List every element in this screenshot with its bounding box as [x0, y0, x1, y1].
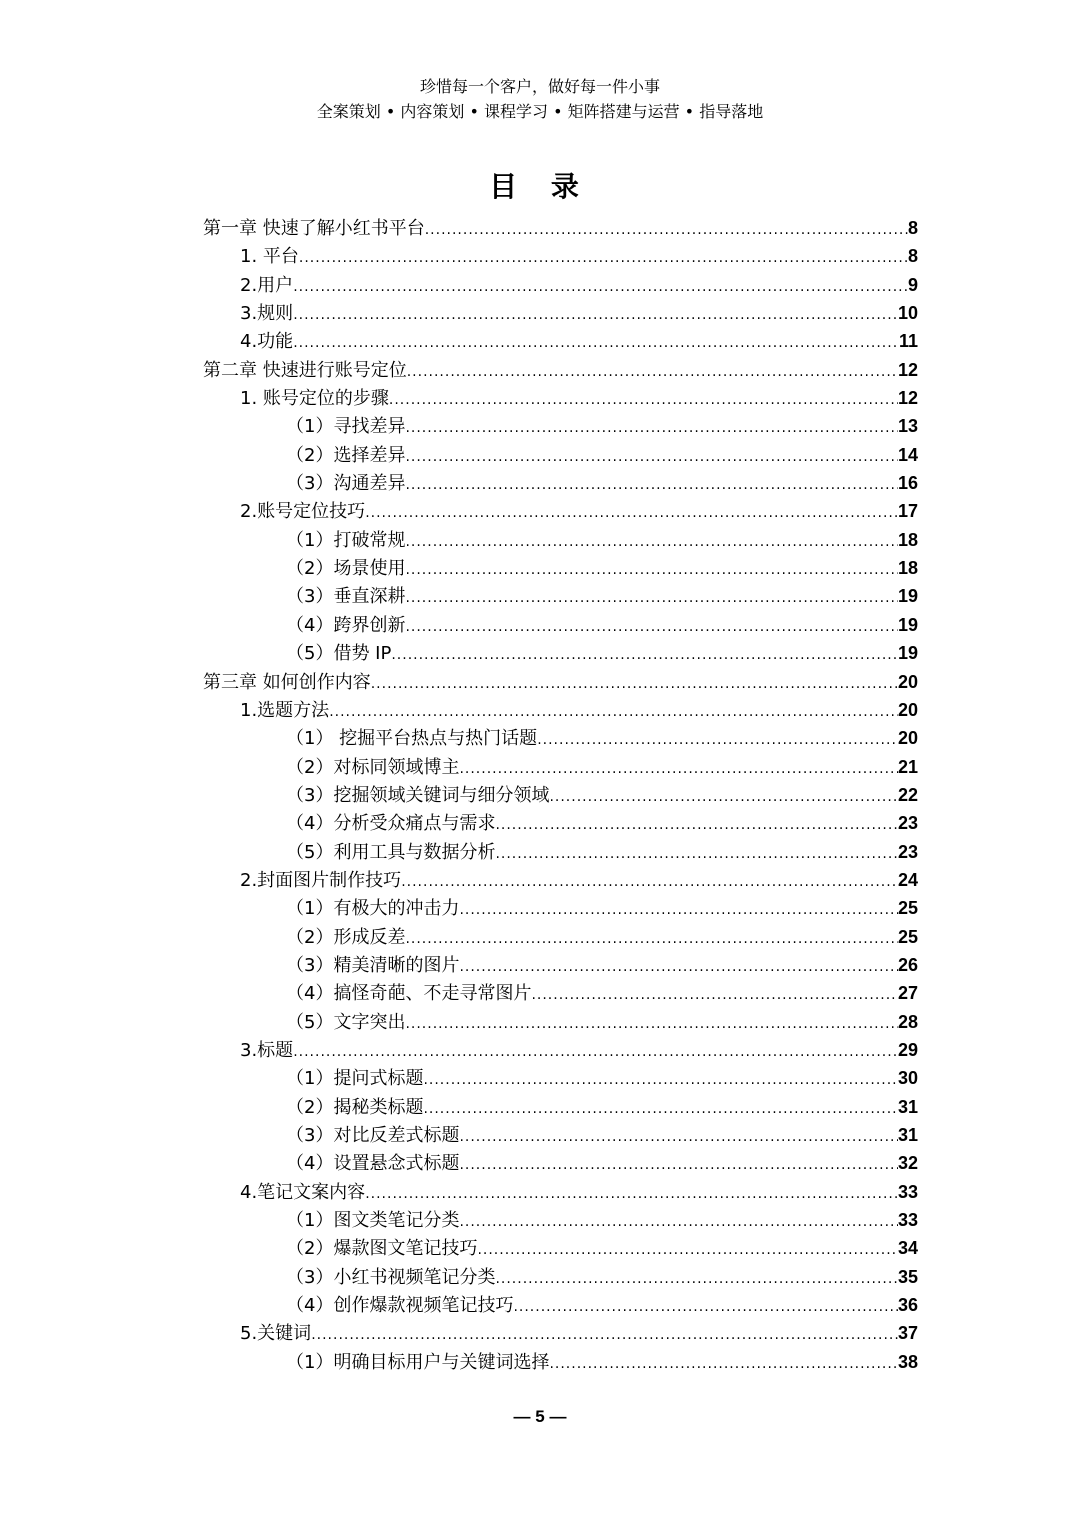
- toc-dot-leader: [495, 1265, 898, 1293]
- toc-dot-leader: [513, 1293, 898, 1321]
- toc-entry-page: 31: [897, 1096, 918, 1117]
- toc-entry-label: （3）精美清晰的图片: [286, 954, 460, 976]
- toc-dot-leader: [401, 868, 898, 896]
- toc-entry-page: 24: [897, 869, 918, 890]
- toc-entry-label: 第三章 如何创作内容: [203, 671, 371, 693]
- toc-entry-label: （3）小红书视频笔记分类: [286, 1266, 496, 1288]
- toc-entry-page: 34: [897, 1238, 918, 1259]
- toc-entry[interactable]: [203, 894, 918, 922]
- toc-entry-label: （4）分析受众痛点与需求: [286, 813, 496, 835]
- toc-entry-page: 28: [897, 1011, 918, 1032]
- toc-entry-page: 37: [897, 1323, 918, 1344]
- toc-entry-page: 30: [897, 1068, 918, 1089]
- toc-entry-page: 35: [897, 1266, 918, 1287]
- toc-entry[interactable]: [203, 327, 918, 355]
- toc-entry[interactable]: [203, 299, 918, 327]
- toc-entry-page: 8: [907, 218, 918, 238]
- toc-entry-label: （5）文字突出: [286, 1011, 406, 1033]
- toc-dot-leader: [371, 670, 898, 698]
- toc-entry-page: 19: [897, 614, 918, 635]
- toc-entry[interactable]: [203, 696, 918, 724]
- toc-dot-leader: [365, 1180, 898, 1208]
- toc-entry-page: 18: [897, 529, 918, 550]
- toc-entry[interactable]: [203, 1093, 918, 1121]
- toc-entry[interactable]: [203, 923, 918, 951]
- toc-entry-page: 23: [897, 813, 918, 834]
- toc-entry-label: （1）寻找差异: [286, 416, 406, 438]
- toc-dot-leader: [477, 1236, 898, 1264]
- toc-entry[interactable]: [203, 441, 918, 469]
- toc-entry[interactable]: [203, 214, 918, 242]
- toc-entry[interactable]: [203, 753, 918, 781]
- toc-entry-label: 2.封面图片制作技巧: [240, 869, 402, 891]
- toc-entry[interactable]: [203, 1319, 918, 1347]
- toc-dot-leader: [549, 1350, 898, 1378]
- toc-entry-label: 3.标题: [240, 1039, 294, 1061]
- toc-dot-leader: [423, 1095, 898, 1123]
- table-of-contents: [203, 214, 918, 1376]
- toc-dot-leader: [389, 386, 898, 414]
- toc-dot-leader: [459, 896, 898, 924]
- toc-entry-page: 23: [897, 841, 918, 862]
- header-services: 全案策划 • 内容策划 • 课程学习 • 矩阵搭建与运营 • 指导落地: [316, 102, 764, 121]
- toc-entry[interactable]: [203, 1206, 918, 1234]
- toc-dot-leader: [405, 414, 898, 442]
- toc-entry-label: （2）形成反差: [286, 926, 406, 948]
- toc-entry-page: 20: [897, 728, 918, 749]
- toc-entry[interactable]: [203, 866, 918, 894]
- toc-entry-page: 38: [897, 1351, 918, 1372]
- toc-entry[interactable]: [203, 1178, 918, 1206]
- toc-entry-label: （1）明确目标用户与关键词选择: [286, 1351, 550, 1373]
- toc-entry[interactable]: [203, 1036, 918, 1064]
- toc-entry-label: 第一章 快速了解小红书平台: [203, 218, 425, 239]
- toc-dot-leader: [391, 641, 898, 669]
- toc-entry[interactable]: [203, 1234, 918, 1262]
- toc-entry-label: （4）设置悬念式标题: [286, 1153, 460, 1175]
- toc-dot-leader: [531, 981, 898, 1009]
- toc-entry-label: （5）借势 IP: [286, 643, 392, 665]
- toc-entry[interactable]: [203, 1291, 918, 1319]
- toc-entry-label: （1）打破常规: [286, 529, 406, 551]
- toc-entry-label: （1）有极大的冲击力: [286, 898, 460, 920]
- toc-entry-page: 12: [897, 388, 918, 409]
- toc-dot-leader: [549, 783, 898, 811]
- toc-entry-label: （2）揭秘类标题: [286, 1096, 424, 1118]
- toc-entry-label: （1） 挖掘平台热点与热门话题: [286, 728, 538, 750]
- toc-entry-label: （3）对比反差式标题: [286, 1125, 460, 1146]
- toc-dot-leader: [311, 1321, 898, 1349]
- toc-entry-label: 2.用户: [240, 274, 294, 296]
- toc-dot-leader: [459, 953, 898, 981]
- toc-entry[interactable]: [203, 582, 918, 610]
- toc-entry-label: 4.功能: [240, 331, 294, 353]
- toc-dot-leader: [293, 273, 908, 301]
- toc-entry-page: 25: [897, 898, 918, 919]
- toc-entry-page: 16: [897, 473, 918, 494]
- toc-entry[interactable]: [203, 554, 918, 582]
- toc-entry-label: （5）利用工具与数据分析: [286, 841, 496, 863]
- toc-entry-page: 19: [897, 643, 918, 664]
- toc-entry[interactable]: [203, 1348, 918, 1376]
- toc-entry-page: 22: [897, 784, 918, 805]
- toc-entry[interactable]: [203, 639, 918, 667]
- toc-entry[interactable]: [203, 1008, 918, 1036]
- toc-dot-leader: [405, 613, 898, 641]
- toc-entry[interactable]: [203, 809, 918, 837]
- toc-entry-page: 9: [907, 274, 918, 295]
- toc-dot-leader: [405, 471, 898, 499]
- toc-entry-page: 29: [897, 1039, 918, 1060]
- toc-dot-leader: [405, 925, 898, 953]
- toc-entry-label: （1）提问式标题: [286, 1068, 424, 1090]
- toc-dot-leader: [425, 216, 908, 244]
- toc-entry-label: 2.账号定位技巧: [240, 501, 366, 523]
- toc-dot-leader: [329, 698, 898, 726]
- toc-entry[interactable]: [203, 781, 918, 809]
- toc-entry-page: 17: [897, 501, 918, 522]
- toc-dot-leader: [299, 244, 908, 272]
- toc-entry[interactable]: [203, 611, 918, 639]
- toc-entry-label: 3.规则: [240, 303, 294, 325]
- toc-entry-page: 26: [897, 954, 918, 975]
- toc-dot-leader: [459, 1123, 898, 1151]
- toc-entry-page: 25: [897, 926, 918, 947]
- toc-entry-page: 19: [897, 586, 918, 607]
- toc-dot-leader: [405, 443, 898, 471]
- toc-dot-leader: [293, 1038, 898, 1066]
- toc-entry[interactable]: [203, 384, 918, 412]
- toc-entry[interactable]: [203, 412, 918, 440]
- toc-dot-leader: [459, 1151, 898, 1179]
- toc-dot-leader: [293, 329, 899, 357]
- toc-dot-leader: [405, 584, 898, 612]
- toc-entry[interactable]: [203, 1064, 918, 1092]
- toc-entry-page: 12: [897, 359, 918, 380]
- toc-entry-label: 1. 账号定位的步骤: [240, 388, 389, 410]
- toc-entry-label: （3）沟通差异: [286, 473, 406, 495]
- toc-entry-page: 13: [897, 416, 918, 437]
- toc-entry-label: （4）搞怪奇葩、不走寻常图片: [286, 983, 532, 1005]
- toc-entry-label: （2）场景使用: [286, 558, 406, 580]
- toc-entry-page: 20: [897, 699, 918, 720]
- toc-entry-page: 27: [897, 983, 918, 1004]
- toc-entry-label: （3）挖掘领域关键词与细分领域: [286, 784, 550, 806]
- toc-entry-label: 4.笔记文案内容: [240, 1181, 366, 1203]
- toc-entry[interactable]: [203, 271, 918, 299]
- toc-dot-leader: [405, 528, 898, 556]
- toc-entry-page: 14: [897, 444, 918, 465]
- toc-entry-label: （2）爆款图文笔记技巧: [286, 1238, 478, 1260]
- toc-entry[interactable]: [203, 526, 918, 554]
- toc-entry-page: 32: [897, 1153, 918, 1174]
- toc-entry-label: （2）选择差异: [286, 444, 406, 466]
- toc-entry-label: （1）图文类笔记分类: [286, 1210, 460, 1232]
- toc-entry[interactable]: [203, 724, 918, 752]
- toc-dot-leader: [423, 1066, 898, 1094]
- toc-entry-page: 20: [897, 671, 918, 692]
- toc-entry[interactable]: [203, 668, 918, 696]
- toc-entry[interactable]: [203, 242, 918, 270]
- toc-entry-label: 5.关键词: [240, 1323, 312, 1345]
- toc-entry[interactable]: [203, 838, 918, 866]
- toc-dot-leader: [405, 1010, 898, 1038]
- toc-entry-label: （4）创作爆款视频笔记技巧: [286, 1295, 514, 1317]
- toc-entry[interactable]: [203, 979, 918, 1007]
- toc-entry-label: 第二章 快速进行账号定位: [203, 359, 407, 381]
- toc-entry-label: 1.选题方法: [240, 699, 330, 721]
- toc-dot-leader: [405, 556, 898, 584]
- toc-entry-page: 8: [907, 246, 918, 267]
- toc-dot-leader: [495, 840, 898, 868]
- toc-entry[interactable]: [203, 951, 918, 979]
- page-number: — 5 —: [513, 1407, 567, 1426]
- toc-entry-page: 31: [897, 1125, 918, 1145]
- toc-entry[interactable]: [203, 1121, 918, 1149]
- toc-entry-label: 1. 平台: [240, 246, 299, 268]
- page-header: [0, 74, 1080, 124]
- toc-dot-leader: [365, 499, 898, 527]
- toc-entry[interactable]: [203, 469, 918, 497]
- toc-entry-page: 21: [897, 756, 918, 777]
- toc-dot-leader: [407, 358, 898, 386]
- toc-dot-leader: [293, 301, 898, 329]
- toc-dot-leader: [459, 755, 898, 783]
- toc-entry-page: 11: [898, 331, 918, 352]
- toc-entry-label: （4）跨界创新: [286, 614, 406, 636]
- toc-entry[interactable]: [203, 1149, 918, 1177]
- toc-entry-page: 10: [897, 303, 918, 324]
- header-slogan: 珍惜每一个客户，做好每一件小事: [419, 77, 660, 96]
- toc-entry-page: 36: [897, 1295, 918, 1316]
- toc-entry-page: 33: [897, 1210, 918, 1231]
- toc-entry[interactable]: [203, 1263, 918, 1291]
- toc-entry-page: 18: [897, 558, 918, 579]
- toc-entry[interactable]: [203, 356, 918, 384]
- toc-entry-label: （3）垂直深耕: [286, 586, 406, 608]
- toc-dot-leader: [495, 811, 898, 839]
- toc-dot-leader: [537, 726, 898, 754]
- toc-entry[interactable]: [203, 497, 918, 525]
- page-title: 目 录: [489, 170, 591, 203]
- toc-dot-leader: [459, 1208, 898, 1236]
- toc-entry-page: 33: [897, 1181, 918, 1202]
- toc-entry-label: （2）对标同领域博主: [286, 756, 460, 778]
